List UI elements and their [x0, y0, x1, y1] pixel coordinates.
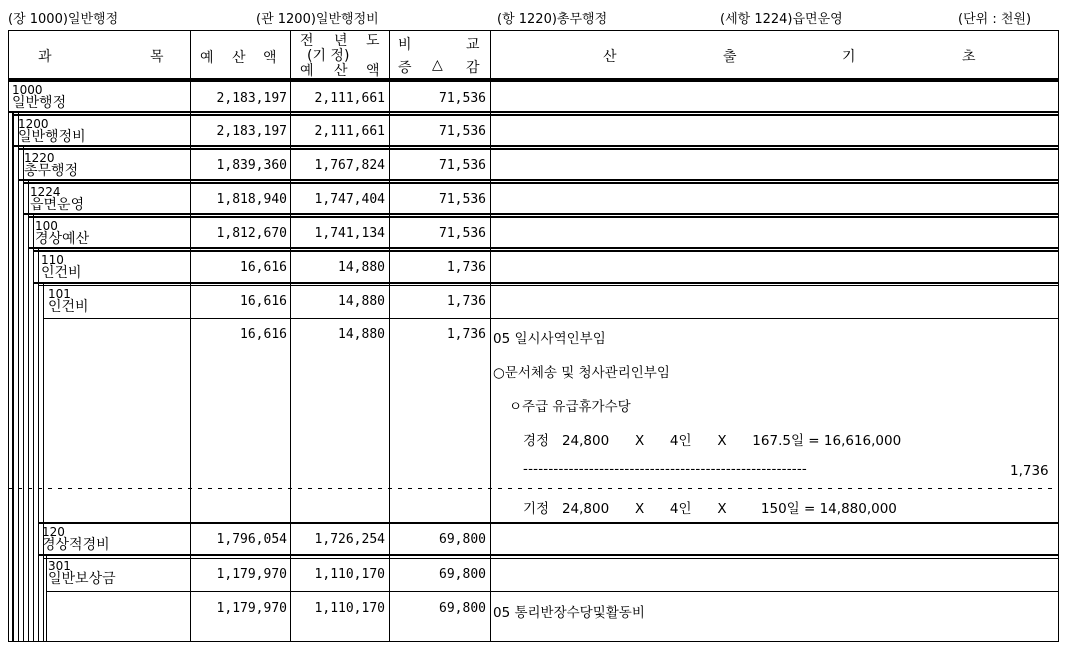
row-diff: 1,736	[446, 294, 486, 309]
basis-separator: --------------------------------------------------------	[523, 461, 807, 477]
row-diff: 69,800	[439, 532, 486, 547]
detail-prev: 14,880	[338, 327, 385, 342]
col-subject-2: 목	[150, 49, 164, 65]
detail-diff: 1,736	[446, 327, 486, 342]
row-code: 1200	[18, 117, 49, 131]
row-budget: 1,818,940	[216, 192, 287, 207]
col-prev-1c: 도	[366, 33, 380, 49]
row-1220-top	[19, 148, 1059, 150]
col-prev-2: (기 정)	[307, 48, 350, 64]
header-unit: (단위 : 천원)	[958, 12, 1032, 27]
row-prev: 1,741,134	[314, 226, 385, 241]
col-basis-1: 산	[603, 49, 617, 65]
row-1000-top	[8, 80, 1059, 82]
col-budget-2: 산	[232, 50, 246, 66]
row-prev: 1,110,170	[314, 567, 385, 582]
row-code: 101	[48, 287, 71, 301]
nest-line-8	[46, 555, 47, 642]
row-budget: 16,616	[240, 260, 287, 275]
col-sep-4	[490, 30, 491, 642]
col-budget-1: 예	[200, 50, 214, 66]
basis-line: 기정 24,800 X 4인 X 150일 = 14,880,000	[523, 501, 897, 517]
row-1200-top	[14, 114, 1059, 116]
row-name: 일반행정	[12, 95, 67, 111]
row-budget: 1,796,054	[216, 532, 287, 547]
col-budget-3: 액	[263, 50, 277, 66]
row-name: 경상예산	[35, 231, 90, 247]
row-prev: 2,111,661	[314, 91, 385, 106]
row-name: 읍면운영	[30, 197, 85, 213]
col-prev-1b: 년	[334, 33, 348, 49]
row-100-bottom	[29, 247, 1059, 249]
header-sehang: (세항 1224)읍면운영	[720, 12, 843, 27]
table-bottom-border	[8, 641, 1059, 642]
row-prev: 1,726,254	[314, 532, 385, 547]
row-name: 일반행정비	[18, 129, 86, 145]
header-hang: (항 1220)총무행정	[497, 12, 608, 27]
basis-side-amount: 1,736	[1010, 463, 1049, 479]
basis-line: ○문서체송 및 청사관리인부임	[493, 365, 670, 381]
row-name: 총무행정	[24, 163, 79, 179]
detail-budget: 16,616	[240, 327, 287, 342]
last-budget: 1,179,970	[216, 601, 287, 616]
row-100-top	[29, 216, 1059, 218]
row-name: 인건비	[41, 265, 82, 281]
header-jang: (장 1000)일반행정	[8, 12, 119, 27]
col-prev-3a: 예	[300, 63, 314, 79]
row-120-top	[39, 522, 1059, 524]
nest-line-4	[28, 181, 29, 642]
nest-line-7	[43, 283, 44, 642]
basis-line: 05 일시사역인부임	[493, 331, 606, 347]
row-prev: 14,880	[338, 294, 385, 309]
row-budget: 1,839,360	[216, 158, 287, 173]
header-gwan: (관 1200)일반행정비	[256, 12, 379, 27]
last-basis: 05 통리반장수당및활동비	[493, 605, 645, 621]
row-diff: 71,536	[439, 124, 486, 139]
row-101-top	[39, 285, 1059, 286]
row-120-bottom	[39, 554, 1059, 556]
row-code: 1224	[30, 185, 61, 199]
basis-line: ㅇ주급 유급휴가수당	[509, 399, 631, 415]
col-sep-2	[290, 30, 291, 642]
dashed-divider	[8, 488, 1059, 489]
last-prev: 1,110,170	[314, 601, 385, 616]
row-prev: 1,767,824	[314, 158, 385, 173]
row-diff: 69,800	[439, 567, 486, 582]
nest-line-1	[12, 113, 14, 642]
col-compare-2b: △	[432, 57, 443, 73]
row-diff: 71,536	[439, 91, 486, 106]
row-110-top	[34, 250, 1059, 252]
nest-line-2	[18, 113, 19, 642]
row-1224-bottom	[24, 213, 1059, 215]
row-1000-bottom	[8, 111, 1059, 113]
col-sep-1	[190, 30, 191, 642]
last-diff: 69,800	[439, 601, 486, 616]
row-prev: 14,880	[338, 260, 385, 275]
table-left-border	[8, 30, 9, 642]
row-301-top	[44, 558, 1059, 559]
row-name: 인건비	[48, 299, 89, 315]
row-1200-bottom	[14, 145, 1059, 147]
col-prev-3c: 액	[366, 63, 380, 79]
col-subject-1: 과	[38, 49, 52, 65]
row-diff: 1,736	[446, 260, 486, 275]
row-101-bottom	[44, 318, 1059, 319]
col-compare-1a: 비	[398, 37, 412, 53]
row-name: 경상적경비	[42, 537, 110, 553]
row-diff: 71,536	[439, 226, 486, 241]
col-compare-1b: 교	[466, 37, 480, 53]
col-basis-3: 기	[842, 49, 856, 65]
row-code: 120	[42, 525, 65, 539]
table-right-border	[1058, 30, 1059, 642]
row-diff: 71,536	[439, 192, 486, 207]
row-code: 1000	[12, 83, 43, 97]
row-code: 110	[41, 253, 64, 267]
row-budget: 2,183,197	[216, 124, 287, 139]
nest-line-3	[23, 147, 24, 642]
nest-line-6	[38, 249, 39, 642]
row-code: 1220	[24, 151, 55, 165]
col-basis-4: 초	[962, 49, 976, 65]
row-prev: 1,747,404	[314, 192, 385, 207]
row-code: 301	[48, 559, 71, 573]
row-code: 100	[35, 219, 58, 233]
col-prev-3b: 산	[334, 63, 348, 79]
col-basis-2: 출	[723, 49, 737, 65]
row-301-bottom	[46, 591, 1059, 592]
row-budget: 1,179,970	[216, 567, 287, 582]
row-prev: 2,111,661	[314, 124, 385, 139]
col-compare-2c: 감	[466, 60, 480, 76]
nest-line-5	[33, 215, 34, 642]
row-1220-bottom	[19, 179, 1059, 181]
col-sep-3	[389, 30, 390, 642]
row-name: 일반보상금	[48, 571, 116, 587]
basis-line: 경정 24,800 X 4인 X 167.5일 = 16,616,000	[523, 433, 902, 449]
row-110-bottom	[34, 282, 1059, 284]
col-compare-2a: 증	[398, 60, 412, 76]
row-diff: 71,536	[439, 158, 486, 173]
row-budget: 2,183,197	[216, 91, 287, 106]
col-prev-1a: 전	[300, 33, 314, 49]
table-top-border	[8, 30, 1059, 31]
row-1224-top	[24, 182, 1059, 184]
row-budget: 16,616	[240, 294, 287, 309]
row-budget: 1,812,670	[216, 226, 287, 241]
